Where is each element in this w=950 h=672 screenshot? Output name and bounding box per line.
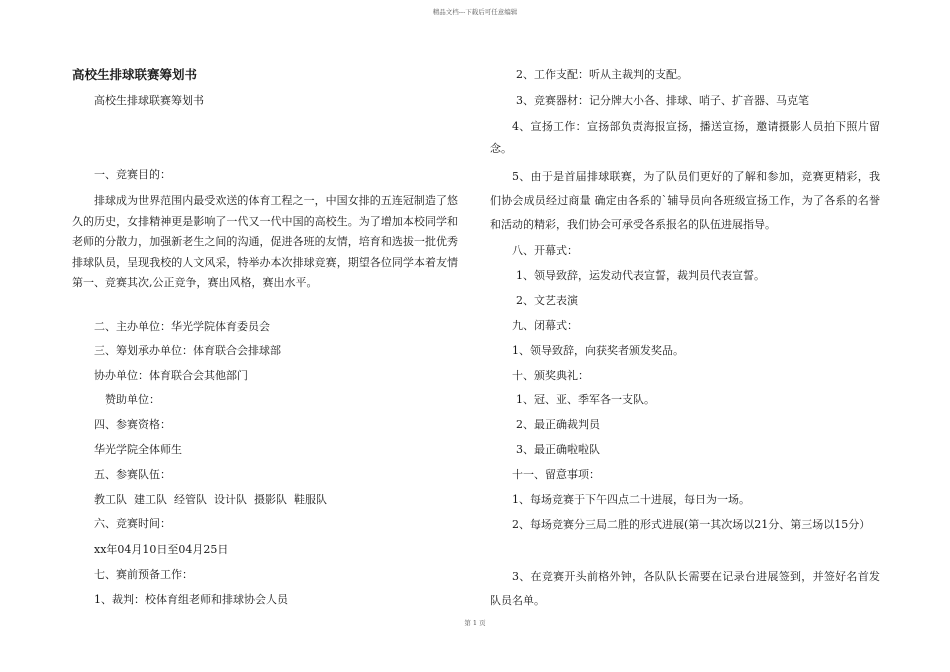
section-9-item-1: 1、领导致辞，向获奖者颁发奖品。 [512,344,684,357]
section-6-body: xx年04月10日至04月25日 [94,543,229,556]
section-11-item-1: 1、每场竞赛于下午四点二十进展，每日为一场。 [512,493,750,506]
section-10-heading: 十、颁奖典礼： [512,369,589,382]
section-8-item-1: 1、领导致辞，运发动代表宣誓，裁判员代表宣誓。 [516,269,765,282]
section-11-item-3: 3、在竞赛开头前格外钟，各队队长需要在记录台进展签到，并签好名首发队员名单。 [490,570,880,607]
document-subtitle: 高校生排球联赛筹划书 [94,94,204,107]
section-10-item-3: 3、最正确啦啦队 [516,443,600,456]
section-7-heading: 七、赛前预备工作： [94,568,193,581]
section-11-heading: 十一、留意事项： [512,468,600,481]
section-11-item-2: 2、每场竞赛分三局二胜的形式进展(第一其次场以21分、第三场以15分） [512,518,871,531]
section-2-organizer: 二、主办单位：华光学院体育委员会 [94,320,270,333]
section-7-item-1: 1、裁判：校体育组老师和排球协会人员 [94,593,288,606]
section-3-co-organizer: 协办单位：体育联合会其他部门 [94,369,248,382]
section-5-heading: 五、参赛队伍： [94,468,171,481]
section-3-sponsor: 赞助单位： [105,393,160,406]
section-5-body: 教工队 建工队 经管队 设计队 摄影队 鞋服队 [94,493,327,506]
page-header-note: 精品文档---下载后可任意编辑 [432,8,518,16]
right-item-guidance: 5、由于是首届排球联赛，为了队员们更好的了解和参加，竞赛更精彩，我们协会成员经过商量 确定由各系的`辅导员向各班级宣扬工作，为了各系的名誉和活动的精彩，我们协会可承受各系报名的队伍进展指导。 [490,170,880,231]
section-8-item-2: 2、文艺表演 [516,294,578,307]
right-item-equipment: 3、竞赛器材：记分牌大小各、排球、哨子、扩音器、马克笔 [516,94,809,107]
document-title: 高校生排球联赛筹划书 [72,67,198,82]
section-8-heading: 八、开幕式： [512,244,578,257]
page-number: 第 1 页 [464,619,486,627]
section-1-heading: 一、竞赛目的： [94,168,171,181]
right-item-publicity: 4、宣扬工作：宣扬部负责海报宣扬，播送宣扬，邀请摄影人员拍下照片留念。 [490,120,880,155]
section-9-heading: 九、闭幕式： [512,319,578,332]
right-item-work-arrangement: 2、工作支配：听从主裁判的支配。 [516,68,688,81]
section-1-paragraph: 排球成为世界范围内最受欢送的体育工程之一，中国女排的五连冠制造了悠久的历史，女排精神更是影响了一代又一代中国的高校生。为了增加本校同学和老师的分散力，加强新老生之间的沟通，促进各班的友情，培育和选拔一批优秀排球队员，呈现我校的人文风采，特举办本次排球竞赛，期望各位同学本着友情第一、竞赛其次,公正竞争，赛出风格，赛出水平。 [72,194,458,289]
section-3-planner: 三、筹划承办单位：体育联合会排球部 [94,344,281,357]
section-4-heading: 四、参赛资格： [94,418,171,431]
section-4-body: 华光学院全体师生 [94,443,182,456]
section-10-item-2: 2、最正确裁判员 [516,418,600,431]
section-6-heading: 六、竞赛时间： [94,517,171,530]
section-10-item-1: 1、冠、亚、季军各一支队。 [516,393,655,406]
